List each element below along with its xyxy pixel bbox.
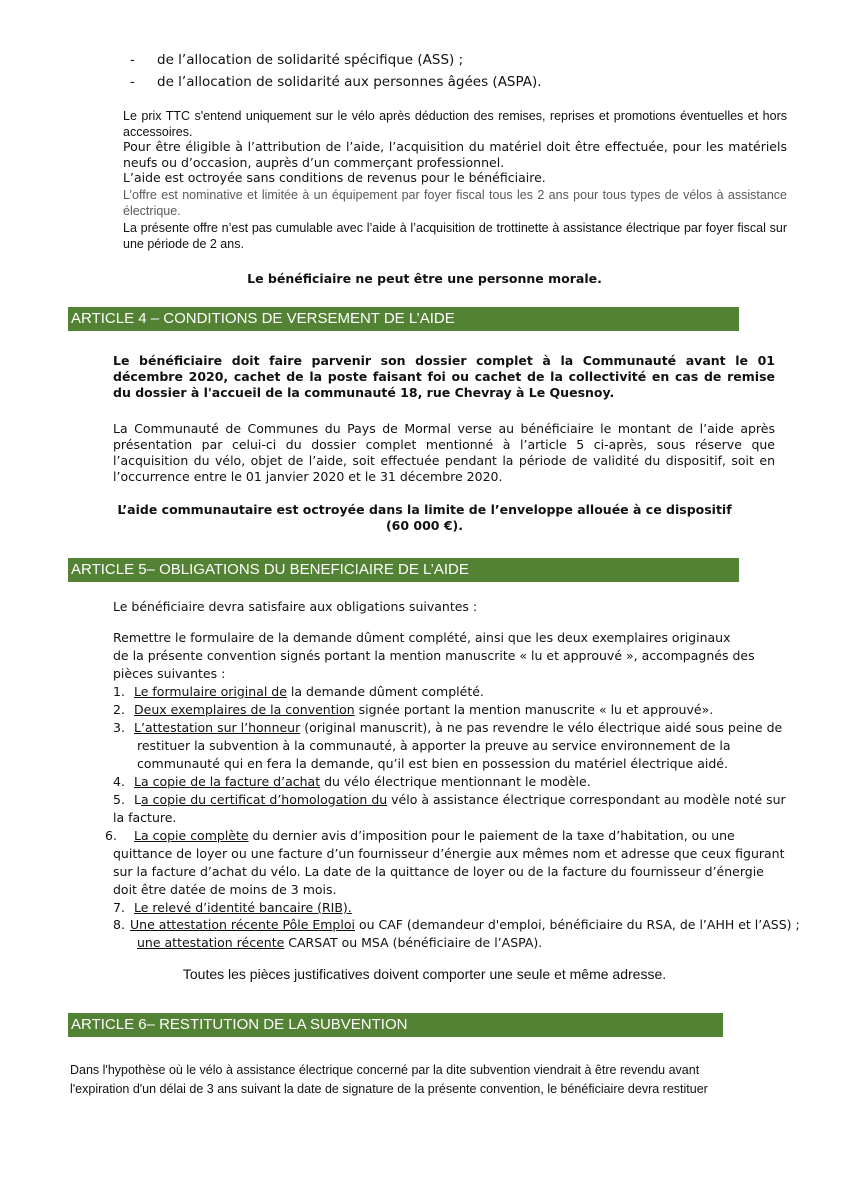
personne-morale-note: Le bénéficiaire ne peut être une personne morale. [247, 271, 602, 286]
article-5-remettre-line: pièces suivantes : [113, 666, 226, 681]
list-item [105, 827, 795, 899]
list-item-text: ou CAF (demandeur d'emploi, bénéficiaire du RSA, de l’AHH et l’ASS) ; [354, 917, 800, 932]
list-item-text: la demande dûment complété. [286, 684, 484, 699]
list-item-underlined: La copie de la facture d’achat [134, 774, 321, 789]
section-heading-article-4: ARTICLE 4 – CONDITIONS DE VERSEMENT DE L’AIDE [68, 307, 739, 331]
article-4-paragraph: La Communauté de Communes du Pays de Mormal verse au bénéficiaire le montant de l’aide après présentation par celui-ci du dossier complet mentionné à l’article 5 ci-après, sous réserve que l’acquisition du vélo, objet de l’aide, soit effectuée pendant la période de validité du dispositif, soit en l’occurrence entre le 01 janvier 2020 et le 31 décembre 2020. [113, 421, 775, 484]
article-6-line: Dans l'hypothèse où le vélo à assistance électrique concerné par la dite subvention viendrait à être revendu avant [70, 1063, 700, 1077]
article-4-limit-amount: (60 000 €). [385, 518, 464, 533]
list-marker: - [130, 74, 135, 90]
list-item-underlined: Le formulaire original de [134, 684, 287, 699]
list-number: 4. [113, 774, 125, 789]
list-number: 3. [113, 720, 125, 735]
list-item-continuation: la facture. [113, 810, 177, 825]
list-number: 1. [113, 684, 125, 699]
paragraph-sans-conditions: L’aide est octroyée sans conditions de revenus pour le bénéficiaire. [123, 170, 546, 185]
article-4-limit-line: L’aide communautaire est octroyée dans la limite de l’enveloppe allouée à ce dispositif [117, 502, 732, 517]
list-item-continuation: quittance de loyer ou une facture d’un fournisseur d’énergie aux mêmes nom et adresse que ceux figurant [113, 846, 785, 861]
list-item-continuation: doit être datée de moins de 3 mois. [113, 882, 337, 897]
list-item [113, 719, 793, 773]
article-4-bold-paragraph: Le bénéficiaire doit faire parvenir son dossier complet à la Communauté avant le 01 décembre 2020, cachet de la poste faisant foi ou cachet de la collectivité en cas de remise du dossier à l'accueil de la communauté 18, rue Chevray à Le Quesnoy. [113, 353, 775, 400]
list-item-text: de l’allocation de solidarité aux personnes âgées (ASPA). [157, 74, 542, 90]
article-5-remettre-line: Remettre le formulaire de la demande dûment complété, ainsi que les deux exemplaires originaux [113, 630, 731, 645]
section-heading-article-6: ARTICLE 6– RESTITUTION DE LA SUBVENTION [68, 1013, 723, 1037]
list-number: 6. [105, 828, 117, 843]
list-item-continuation: CARSAT ou MSA (bénéficiaire de l’ASPA). [284, 935, 543, 950]
list-number: 5. [113, 792, 125, 807]
list-item-continuation: sur la facture d’achat du vélo. La date de la quittance de loyer ou de la facture du fournisseur d’énergie [113, 864, 764, 879]
section-heading-article-5: ARTICLE 5– OBLIGATIONS DU BENEFICIAIRE DE L’AIDE [68, 558, 739, 582]
list-item-underlined: Une attestation récente Pôle Emploi [130, 917, 355, 932]
list-item [113, 791, 793, 827]
list-item-underlined: Deux exemplaires de la convention [134, 702, 355, 717]
list-item-text: (original manuscrit), à ne pas revendre le vélo électrique aidé sous peine de [300, 720, 783, 735]
list-item-continuation: restituer la subvention à la communauté, à apporter la preuve au service environnement de la [137, 738, 731, 753]
list-number: 2. [113, 702, 125, 717]
article-5-remettre-line: de la présente convention signés portant la mention manuscrite « lu et approuvé », accompagnés des [113, 648, 755, 663]
list-item-text: du dernier avis d’imposition pour le paiement de la taxe d’habitation, ou une [248, 828, 735, 843]
list-number: 7. [113, 900, 125, 915]
article-5-intro: Le bénéficiaire devra satisfaire aux obligations suivantes : [113, 599, 478, 614]
toutes-pieces-note: Toutes les pièces justificatives doivent comporter une seule et même adresse. [182, 966, 667, 982]
list-item-text: L [134, 792, 141, 807]
list-item [113, 916, 800, 952]
list-item-text: du vélo électrique mentionnant le modèle. [320, 774, 591, 789]
article-6-line: l'expiration d'un délai de 3 ans suivant la date de signature de la présente convention, le bénéficiaire devra restituer [70, 1082, 708, 1096]
list-item-underlined: La copie complète [134, 828, 249, 843]
list-item-text: de l’allocation de solidarité spécifique (ASS) ; [157, 52, 464, 68]
list-number: 8. [113, 917, 125, 932]
list-item-text: vélo à assistance électrique correspondant au modèle noté sur [387, 792, 786, 807]
list-item-underlined: a copie du certificat d’homologation du [140, 792, 388, 807]
list-item-text: signée portant la mention manuscrite « lu et approuvé». [354, 702, 714, 717]
list-item-underlined: Le relevé d’identité bancaire (RIB). [134, 900, 352, 915]
list-item-continuation: communauté qui en fera la demande, qu’il est bien en possession du matériel électrique aidé. [137, 756, 728, 771]
paragraph-prix-ttc: Le prix TTC s'entend uniquement sur le vélo après déduction des remises, reprises et promotions éventuelles et hors accessoires. [123, 109, 787, 139]
list-item-underlined: L’attestation sur l’honneur [134, 720, 301, 735]
paragraph-offre-nominative: L’offre est nominative et limitée à un équipement par foyer fiscal tous les 2 ans pour tous types de vélos à assistance électrique. [123, 188, 787, 218]
paragraph-eligibilite: Pour être éligible à l’attribution de l’aide, l’acquisition du matériel doit être effectuée, pour les matériels neufs ou d’occasion, auprès d’un commerçant professionnel. [123, 139, 787, 170]
paragraph-non-cumulable: La présente offre n’est pas cumulable avec l’aide à l’acquisition de trottinette à assistance électrique par foyer fiscal sur une période de 2 ans. [123, 221, 787, 251]
list-item-underlined: une attestation récente [137, 935, 285, 950]
list-marker: - [130, 52, 135, 68]
